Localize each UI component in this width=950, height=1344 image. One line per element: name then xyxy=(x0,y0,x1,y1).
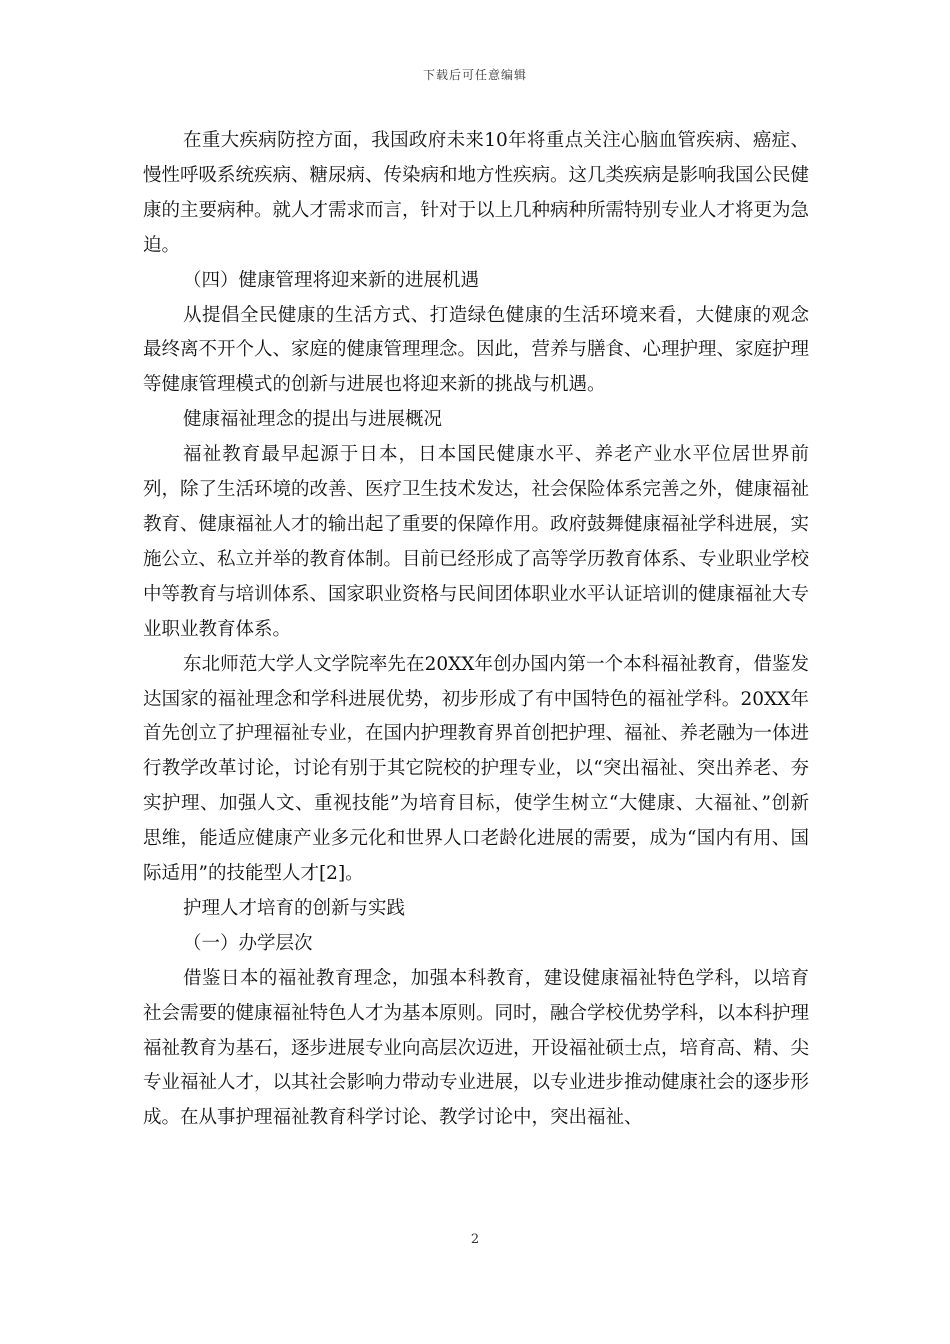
document-body xyxy=(143,124,809,1136)
paragraph-school-level: 借鉴日本的福祉教育理念，加强本科教育，建设健康福祉特色学科，以培育社会需要的健康福祉特色人才为基本原则。同时，融合学校优势学科，以本科护理福祉教育为基石，逐步进展专业向高层次迈进，开设福祉硕士点，培育高、精、尖专业福祉人才，以其社会影响力带动专业进展，以专业进步推动健康社会的逐步形成。在从事护理福祉教育科学讨论、教学讨论中，突出福祉、 xyxy=(143,967,810,1129)
paragraph-health-management: 从提倡全民健康的生活方式、打造绿色健康的生活环境来看，大健康的观念最终离不开个人、家庭的健康管理理念。因此，营养与膳食、心理护理、家庭护理等健康管理模式的创新与进展也将迎来新的挑战与机遇。 xyxy=(143,304,810,396)
paragraph-welfare-origin: 福祉教育最早起源于日本，日本国民健康水平、养老产业水平位居世界前列，除了生活环境的改善、医疗卫生技术发达，社会保险体系完善之外，健康福祉教育、健康福祉人才的输出起了重要的保障作用。政府鼓舞健康福祉学科进展，实施公立、私立并举的教育体制。目前已经形成了高等学历教育体系、专业职业学校中等教育与培训体系、国家职业资格与民间团体职业水平认证培训的健康福祉大专业职业教育体系。 xyxy=(143,444,810,640)
section-heading-nursing-talent: 护理人才培育的创新与实践 xyxy=(183,897,406,919)
section-heading-school-level: （一）办学层次 xyxy=(183,932,313,954)
paragraph-northeast-normal-university: 东北师范大学人文学院率先在20XX年创办国内第一个本科福祉教育，借鉴发达国家的福祉理念和学科进展优势，初步形成了有中国特色的福祉学科。20XX年首先创立了护理福祉专业，在国内护理教育界首创把护理、福祉、养老融为一体进行教学改革讨论，讨论有别于其它院校的护理专业，以“突出福祉、突出养老、夯实护理、加强人文、重视技能”为培育目标，使学生树立“大健康、大福祉、”创新思维，能适应健康产业多元化和世界人口老龄化进展的需要，成为“国内有用、国际适用”的技能型人才[2]。 xyxy=(143,653,810,885)
section-heading-welfare-concept: 健康福祉理念的提出与进展概况 xyxy=(183,409,443,431)
page-number: 2 xyxy=(470,1232,480,1247)
paragraph-disease-control: 在重大疾病防控方面，我国政府未来10年将重点关注心脑血管疾病、癌症、慢性呼吸系统疾病、糖尿病、传染病和地方性疾病。这几类疾病是影响我国公民健康的主要病种。就人才需求而言，针对于以上几种病种所需特别专业人才将更为急迫。 xyxy=(143,130,810,256)
page-header: 下载后可任意编辑 xyxy=(422,68,527,82)
section-heading-health-management: （四）健康管理将迎来新的进展机遇 xyxy=(183,269,480,291)
